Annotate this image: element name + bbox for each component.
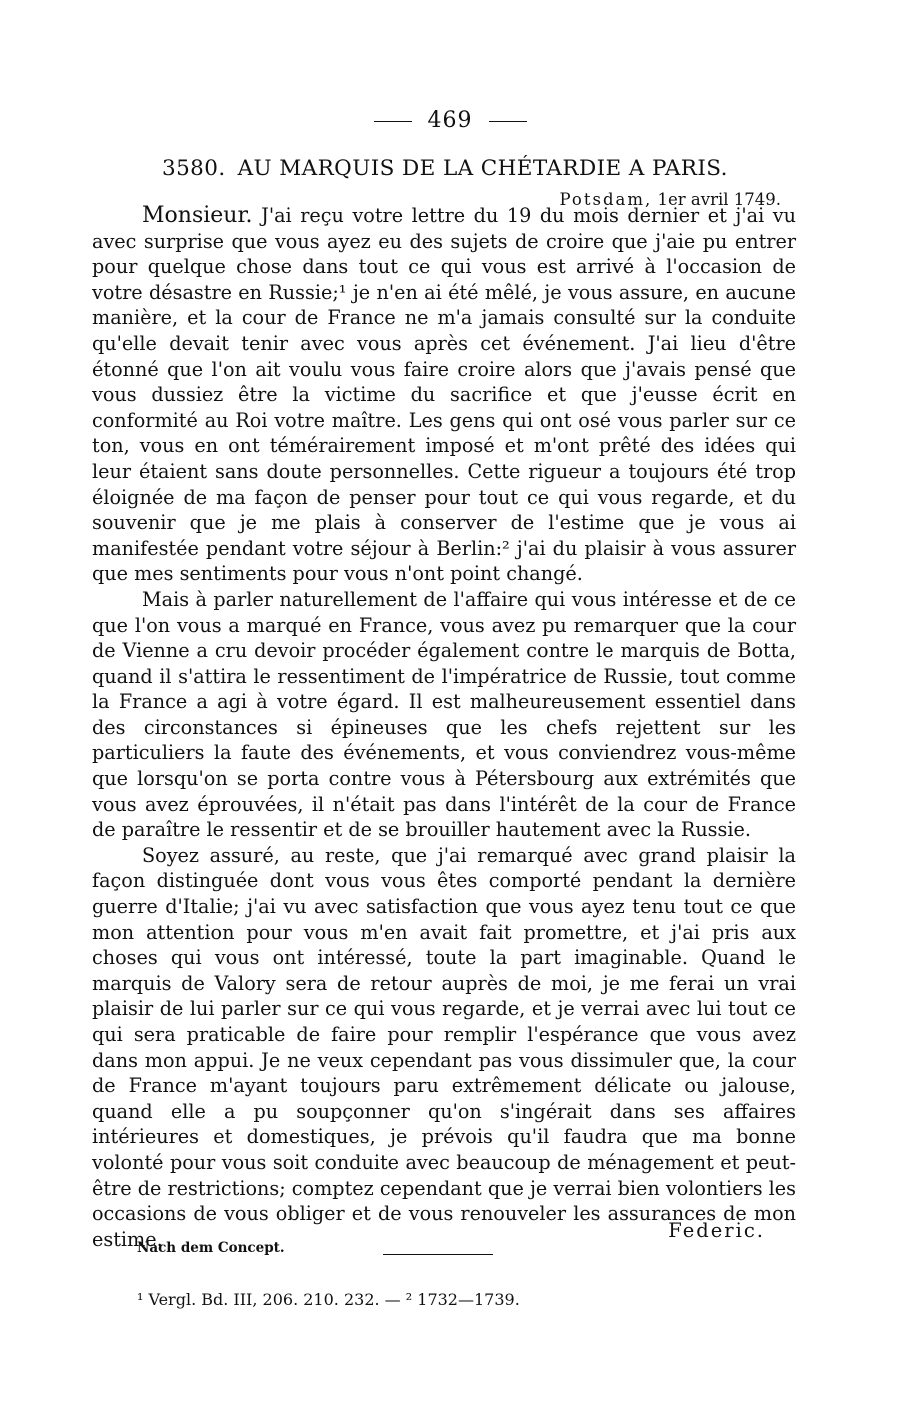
footnote-divider — [383, 1254, 493, 1255]
page-number-text: 469 — [427, 108, 473, 133]
dateline-place: Potsdam, — [559, 190, 653, 209]
paragraph-3-text: Soyez assuré, au reste, que j'ai remarqué avec grand plaisir la façon distinguée dont vous vous êtes comporté pendant la dernière guerre d'Italie; j'ai vu avec satisfaction que vous ayez tenu tout ce que mon attention pour vous m'en avait fait promettre, et j'ai pris aux choses qui vous ont intéressé, toute la part imaginable. Quand le marquis de Valory sera de retour auprès de moi, je me ferai un vrai plaisir de lui parler sur ce qui vous regarde, et je verrai avec lui tout ce qui sera praticable de faire pour remplir l'espérance que vous avez dans mon appui. Je ne veux cependant pas vous dissimuler que, la cour de France m'ayant toujours paru extrêmement délicate ou jalouse, quand elle a pu soupçonner qu'on s'ingérait dans ses affaires intérieures et domestiques, je prévois qu'il faudra que ma bonne volonté pour vous soit conduite avec beaucoup de ménagement et peut-être de restrictions; comptez cependant que je verrai bien volontiers les occasions de vous obliger et de vous renouveler les assurances de mon estime. — [92, 843, 796, 1251]
letter-body — [92, 203, 796, 1252]
letter-number: 3580. — [162, 156, 226, 181]
signature: Federic. — [668, 1219, 765, 1242]
paragraph-3 — [92, 843, 796, 1253]
salutation: Monsieur. — [142, 203, 253, 228]
paragraph-1 — [92, 203, 796, 587]
letter-title: AU MARQUIS DE LA CHÉTARDIE A PARIS. — [237, 156, 728, 181]
letter-heading — [162, 156, 802, 181]
paragraph-1-text: J'ai reçu votre lettre du 19 du mois dernier et j'ai vu avec surprise que vous ayez eu des sujets de croire que j'aie pu entrer pour quelque chose dans tout ce qui vous est arrivé à l'occasion de votre désastre en Russie;¹ je n'en ai été mêlé, je vous assure, en aucune manière, et la cour de France ne m'a jamais consulté sur la conduite qu'elle devait tenir avec vous après cet événement. J'ai lieu d'être étonné que l'on ait voulu vous faire croire alors que j'avais pensé que vous dussiez être la victime du sacrifice et que j'eusse écrit en conformité au Roi votre maître. Les gens qui ont osé vous parler sur ce ton, vous en ont témérairement imposé et m'ont prêté des idées qui leur étaient sans doute personnelles. Cette rigueur a toujours été trop éloignée de ma façon de penser pour tout ce qui vous regarde, et du souvenir que je me plais à conserver de l'estime que je vous ai manifestée pendant votre séjour à Berlin:² j'ai du plaisir à vous assurer que mes sentiments pour vous n'ont point changé. — [92, 204, 796, 586]
footnotes: ¹ Vergl. Bd. III, 206. 210. 232. — ² 1732—1739. — [137, 1290, 520, 1309]
page-number — [0, 108, 900, 133]
dateline-date: 1er avril 1749. — [657, 190, 781, 209]
dash-right — [489, 121, 527, 122]
dash-left — [374, 121, 412, 122]
paragraph-2 — [92, 587, 796, 843]
paragraph-2-text: Mais à parler naturellement de l'affaire qui vous intéresse et de ce que l'on vous a marqué en France, vous avez pu remarquer que la cour de Vienne a cru devoir procéder également contre le marquis de Botta, quand il s'attira le ressentiment de l'impératrice de Russie, tout comme la France a agi à votre égard. Il est malheureusement essentiel dans des circonstances si épineuses que les chefs rejettent sur les particuliers la faute des événements, et vous conviendrez vous-même que lorsqu'on se porta contre vous à Pétersbourg aux extrémités que vous avez éprouvées, il n'était pas dans l'intérêt de la cour de France de paraître le ressentir et de se brouiller hautement avec la Russie. — [92, 587, 796, 842]
source-note: Nach dem Concept. — [137, 1240, 285, 1256]
